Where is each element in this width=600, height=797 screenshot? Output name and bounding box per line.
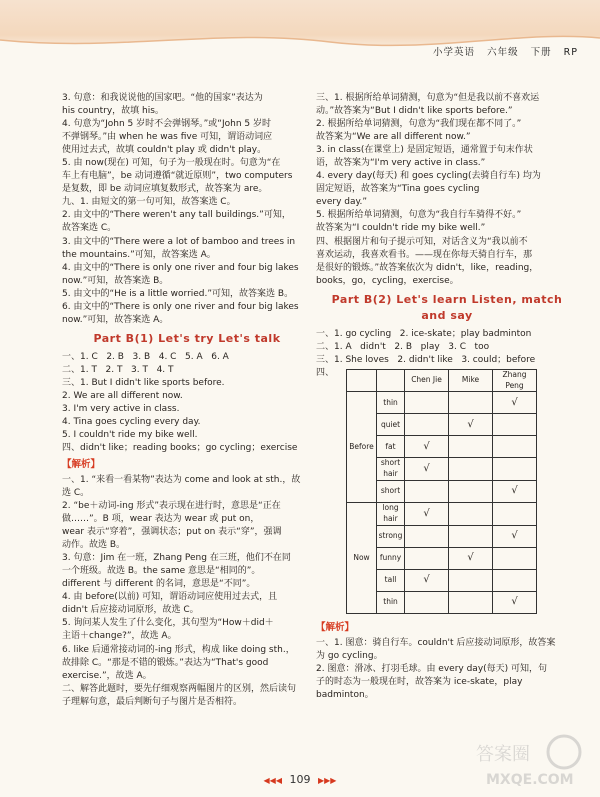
table-group-label: Now [347, 503, 377, 614]
table-check-cell [405, 392, 449, 414]
svg-text:答案圈: 答案圈 [476, 744, 530, 765]
answer-line: 4. 由文中的“There is only one river and four big lakes [62, 262, 299, 273]
answer-line: 九、1. 由短文的第一句可知，故答案选 C。 [62, 197, 236, 208]
explanation-line: 做……”。B 项，wear 表达为 wear 或 put on， [62, 514, 260, 525]
answer-line: 5. 由文中的“He is a little worried.”可知，故答案选 B。 [62, 288, 294, 299]
explanation-line: wear 表示“穿着”，强调状态；put on 表示“穿”，强调 [62, 527, 282, 538]
table-row [347, 392, 537, 414]
answer-line: 5. 由 now(现在) 可知，句子为一般现在时。句意为“在 [62, 158, 281, 169]
table-check-cell: √ [493, 392, 537, 414]
table-check-cell: √ [493, 525, 537, 547]
answer-line: 3. 句意：和我说说他的国家吧。“他的国家”表达为 [62, 93, 263, 103]
table-header-cell: Chen Jie [405, 369, 449, 392]
table-header-row [347, 369, 537, 392]
answer-line: 四、根据图片和句子提示可知，对话含义为“我以前不 [316, 236, 528, 247]
table-check-cell: √ [493, 481, 537, 503]
table-check-cell [449, 591, 493, 613]
answer-line: 2. 根据所给单词猜测，句意为“我们现在都不同了。” [316, 119, 522, 130]
table-attribute-cell: short hair [377, 458, 405, 481]
explanation-line: 子的时态为一般现在时，故答案为 ice-skate，play [316, 676, 523, 687]
table-check-cell: √ [405, 436, 449, 458]
svg-text:MXQE.COM: MXQE.COM [486, 772, 574, 788]
table-attribute-cell: funny [377, 547, 405, 569]
answer-line: 三、1. But I didn't like sports before. [62, 377, 225, 388]
answer-line: 5. I couldn't ride my bike well. [62, 430, 198, 441]
part-b1-answers [62, 351, 312, 455]
section-title-part-b2 [316, 292, 578, 324]
table-check-cell [405, 591, 449, 613]
explanation-line: 6. like 后通常接动词的-ing 形式，构成 like doing sth.， [62, 644, 295, 655]
table-check-cell: √ [405, 458, 449, 481]
table-check-cell [405, 525, 449, 547]
table-attribute-cell: short [377, 481, 405, 503]
answer-line: 一、1. go cycling 2. ice-skate；play badminton [316, 328, 532, 339]
volume-label: 下册 [530, 47, 552, 58]
table-header-cell: Zhang Peng [493, 369, 537, 392]
left-column [62, 92, 312, 709]
table-check-cell [449, 481, 493, 503]
explanation-line: 一、1. 图意：骑自行车。couldn't 后应接动词原形，故答案 [316, 637, 556, 648]
table-check-cell [493, 414, 537, 436]
table-question-label: 四、 [316, 367, 335, 378]
answer-line: 3. I'm very active in class. [62, 403, 180, 414]
match-table-block [316, 367, 578, 618]
edition-label: RP [563, 47, 578, 58]
answer-line: 故答案选 C。 [62, 223, 117, 234]
right-answer-lines [316, 92, 578, 288]
table-check-cell [449, 436, 493, 458]
explanation-line: 4. 由 before(以前) 可知，谓语动词应使用过去式，且 [62, 592, 278, 603]
table-header-cell: Mike [449, 369, 493, 392]
table-group-label: Before [347, 392, 377, 503]
part-b2-explanations [316, 637, 578, 702]
right-arrows-icon: ▶▶▶ [318, 776, 337, 785]
explanation-line: 选 C。 [62, 487, 90, 498]
answer-line: 是很好的锻炼。”故答案依次为 didn't，like，reading， [316, 262, 539, 273]
explanation-line: 2. “be＋动词-ing 形式”表示现在进行时，意思是“正在 [62, 501, 281, 512]
header-info [425, 46, 578, 60]
answer-line: 3. in class(在课堂上) 是固定短语，通常置于句末作状 [316, 145, 533, 156]
section-title-part-b2-line1: Part B(2) Let's learn Listen, match [331, 292, 563, 306]
page-number: 109 [289, 773, 311, 786]
page-header [0, 0, 600, 58]
table-check-cell: √ [493, 591, 537, 613]
answer-line: 语，故答案为“I'm very active in class.” [316, 158, 486, 169]
table-check-cell [405, 414, 449, 436]
table-check-cell: √ [405, 569, 449, 591]
table-check-cell [449, 458, 493, 481]
answer-line: 2. 由文中的“There weren't any tall buildings.”可知， [62, 210, 291, 221]
table-attribute-cell: thin [377, 392, 405, 414]
answer-line: 故答案为“I couldn't ride my bike well.” [316, 223, 486, 234]
answer-line: 三、1. She loves 2. didn't like 3. could；before [316, 354, 536, 365]
table-check-cell [493, 569, 537, 591]
answer-line: 动。”故答案为“But I didn't like sports before.” [316, 106, 513, 117]
explanation-line: 故排除 C。“那是不错的锻炼。”表达为“That's good [62, 657, 269, 668]
table-check-cell [493, 547, 537, 569]
explanation-line: 为 go cycling。 [316, 650, 383, 661]
table-check-cell [405, 481, 449, 503]
answer-line: 一、1. C 2. B 3. B 4. C 5. A 6. A [62, 351, 229, 362]
table-check-cell [493, 458, 537, 481]
answer-line: 故答案为“We are all different now.” [316, 132, 471, 143]
answer-line: 4. 句意为“John 5 岁时不会弹钢琴。”或“John 5 岁时 [62, 119, 271, 130]
explanation-line: 一个班级。故选 B。the same 意思是“相同的”。 [62, 566, 261, 577]
table-corner-cell [377, 369, 405, 392]
explanation-line: exercise.”，故选 A。 [62, 670, 152, 681]
table-check-cell [405, 547, 449, 569]
table-attribute-cell: tall [377, 569, 405, 591]
table-attribute-cell: thin [377, 591, 405, 613]
table-check-cell [493, 436, 537, 458]
answer-line: 2. We are all different now. [62, 390, 183, 401]
explanation-line: 主语＋change?”，故选 A。 [62, 631, 177, 642]
explanation-line: 5. 询问某人发生了什么变化，其句型为“How＋did＋ [62, 618, 274, 629]
table-check-cell [449, 392, 493, 414]
answer-line: 喜欢运动，我喜欢看书。——现在你每天骑自行车，那 [316, 249, 533, 260]
table-corner-cell [347, 369, 377, 392]
explanation-line: 二、解答此题时，要先仔细观察两幅图片的区别，然后读句 [62, 683, 297, 694]
subject-label: 小学英语 [433, 47, 476, 58]
answer-line: now.”可知，故答案选 B。 [62, 275, 169, 286]
answer-line: 是复数，即 be 动词应填复数形式，故答案为 are。 [62, 184, 268, 195]
table-row [347, 503, 537, 526]
answer-line: 5. 根据所给单词猜测，句意为“我自行车骑得不好。” [316, 210, 522, 221]
answer-line: 使用过去式，故填 couldn't play 或 didn't play。 [62, 145, 267, 156]
table-check-cell: √ [449, 414, 493, 436]
right-column [316, 92, 578, 702]
left-answer-lines [62, 92, 312, 327]
answer-line: 车上有电脑”，be 动词遵循“就近原则”，two computers [62, 171, 293, 182]
left-arrows-icon: ◀◀◀ [263, 776, 282, 785]
answer-line: 3. 由文中的“There were a lot of bamboo and trees in [62, 236, 296, 247]
table-check-cell [449, 503, 493, 526]
part-b1-explanations [62, 474, 312, 709]
answer-line: 不弹钢琴。”由 when he was five 可知，谓语动词应 [62, 132, 273, 143]
table-check-cell: √ [449, 547, 493, 569]
explanation-line: 一、1. “来看一看某物”表达为 come and look at sth.，故 [62, 474, 301, 485]
part-b2-answers [316, 328, 578, 367]
analysis-heading: 【 解析 】 [316, 621, 354, 635]
answer-line: the mountains.”可知，故答案选 A。 [62, 249, 216, 260]
explanation-line: badminton。 [316, 689, 374, 700]
answer-line: 四、didn't like；reading books；go cycling；exercise [62, 443, 298, 454]
section-title-part-b1: Part B(1) Let's try Let's talk [93, 331, 281, 345]
table-attribute-cell: strong [377, 525, 405, 547]
explanation-line: 2. 图意：滑冰、打羽毛球。由 every day(每天) 可知，句 [316, 663, 548, 674]
table-attribute-cell: quiet [377, 414, 405, 436]
answer-line: books，go，cycling，exercise。 [316, 275, 459, 286]
answer-line: 4. every day(每天) 和 goes cycling(去骑自行车) 均为 [316, 171, 541, 182]
explanation-line: 动作。故选 B。 [62, 540, 126, 551]
explanation-line: didn't 后应接动词原形，故选 C。 [62, 605, 199, 616]
answer-line: every day.” [316, 197, 368, 208]
answer-line: 固定短语，故答案为“Tina goes cycling [316, 184, 480, 195]
explanation-line: 子理解句意，最后判断句子与图片是否相符。 [62, 696, 243, 707]
answer-line: now.”可知，故答案选 A。 [62, 314, 169, 325]
table-check-cell [449, 569, 493, 591]
answer-line: 6. 由文中的“There is only one river and four big lakes [62, 301, 299, 312]
grade-label: 六年级 [487, 47, 519, 58]
explanation-line: different 与 different 的名词，意思是“不同”。 [62, 579, 256, 590]
table-attribute-cell: long hair [377, 503, 405, 526]
section-title-part-b2-line2: and say [421, 308, 473, 322]
answer-line: 二、1. T 2. T 3. T 4. T [62, 364, 174, 375]
table-check-cell [493, 503, 537, 526]
answer-line: 二、1. A didn't 2. B play 3. C too [316, 341, 490, 352]
analysis-heading: 【 解析 】 [62, 458, 100, 472]
explanation-line: 3. 句意：Jim 在一班，Zhang Peng 在三班，他们不在同 [62, 553, 291, 564]
watermark-logo [472, 730, 592, 790]
table-check-cell: √ [405, 503, 449, 526]
answer-line: 4. Tina goes cycling every day. [62, 417, 201, 428]
table-check-cell [449, 525, 493, 547]
answer-line: 三、1. 根据所给单词猜测，句意为“但是我以前不喜欢运 [316, 93, 540, 103]
match-table [346, 369, 537, 614]
answer-line: his country，故填 his。 [62, 106, 164, 117]
table-attribute-cell: fat [377, 436, 405, 458]
